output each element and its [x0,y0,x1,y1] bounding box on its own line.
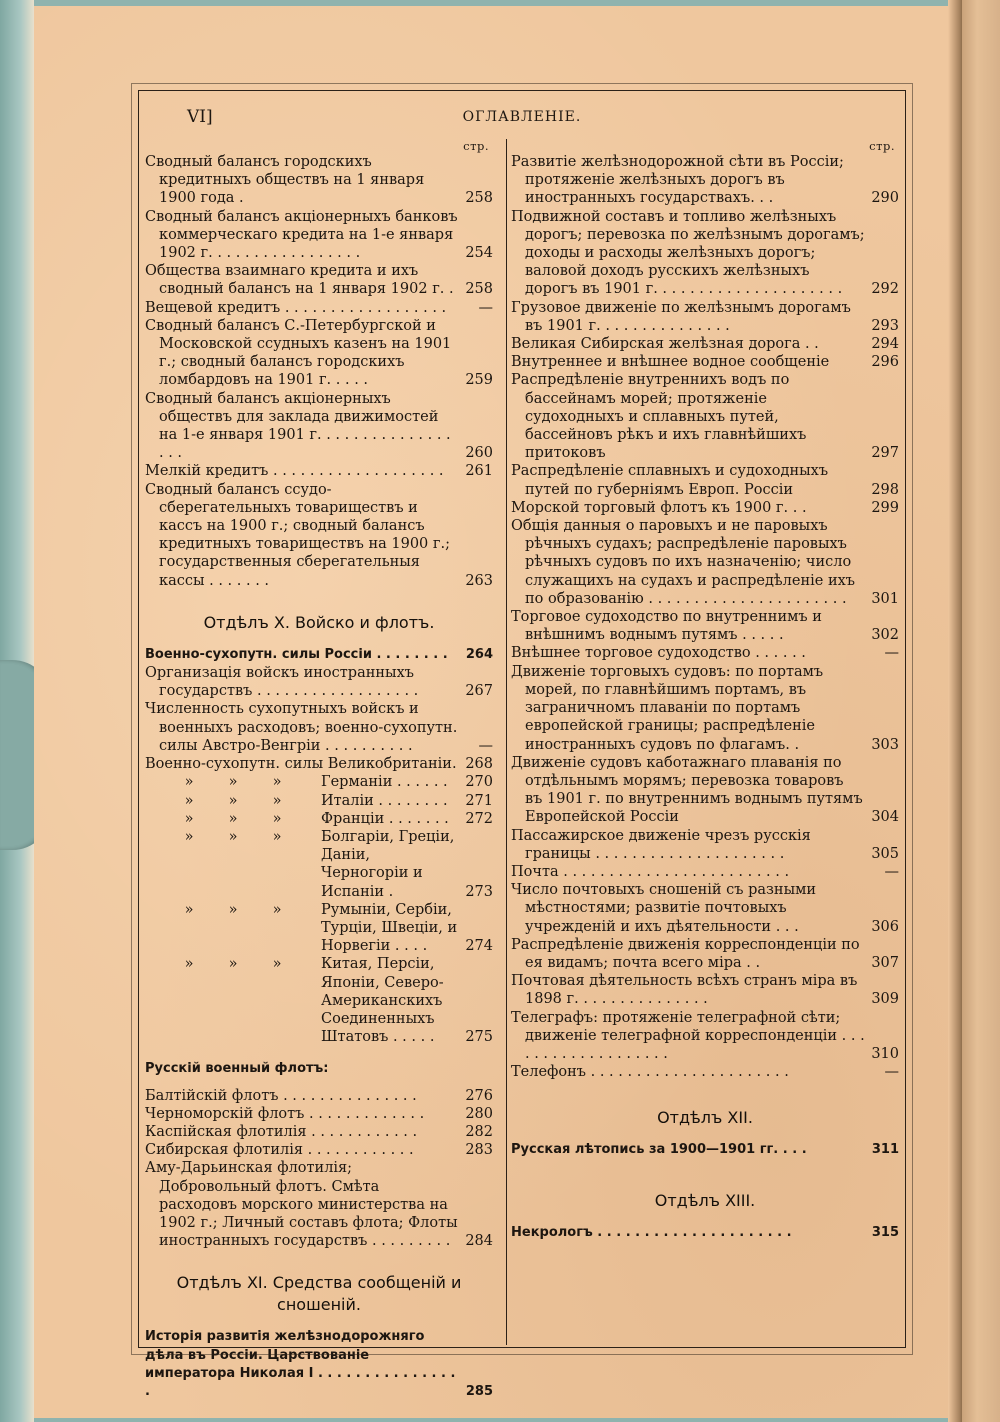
toc-entry[interactable] [145,901,493,956]
entry-page: 294 [871,336,899,353]
page-column-header: стр. [869,139,895,153]
toc-entry[interactable] [511,335,899,353]
entry-page: 259 [465,372,493,389]
toc-entry[interactable] [145,792,493,810]
toc-entry[interactable] [511,208,899,299]
entry-text: Движеніе судовъ каботажнаго плаванія по отдѣльнымъ морямъ; перевозка товаровъ въ 1901 г. по внутреннимъ воднымъ путямъ Европейской Россіи [511,754,863,826]
entry-text: Сводный балансъ акціонерныхъ банковъ коммерческаго кредита на 1-е января 1902 г. . . . . . . . . . . . . . . . . [145,208,458,262]
toc-entry[interactable] [145,828,493,901]
entry-text: Внѣшнее торговое судоходство . . . . . . [511,645,806,662]
entry-page: — [478,737,493,754]
ditto-marks [167,955,299,973]
entry-page: — [884,645,899,662]
toc-entry[interactable] [145,1087,493,1105]
ditto-mark: » [228,810,238,827]
toc-entry[interactable] [145,755,493,773]
entry-text: Сибирская флотилія . . . . . . . . . . . . [145,1142,414,1159]
entry-text: Телеграфъ: протяженіе телеграфной сѣти; движеніе телеграфной корреспонденціи . . . . . . . . . . . . . . . . . . . [511,1009,865,1062]
toc-entry[interactable] [145,1328,493,1401]
entry-text: Китая, Персіи, Японіи, Северо-Американскихъ Соединенныхъ Штатовъ . . . . . [321,956,444,1046]
entry-text: Общества взаимнаго кредита и ихъ сводный балансъ на 1 января 1902 г. . [145,263,454,298]
entry-page: 315 [871,1224,899,1240]
entry-page: 290 [871,190,899,207]
toc-entry[interactable] [511,827,899,863]
toc-entry[interactable] [145,462,493,480]
column-divider [506,139,507,1345]
entry-text: Аму-Дарьинская флотилія; Добровольный флотъ. Смѣта расходовъ морского министерства на 1902 г.; Личный составъ флота; Флоты иностранныхъ государствъ . . . . . . . . . [145,1160,458,1250]
toc-entry[interactable] [145,1105,493,1123]
entry-page: 307 [871,954,899,971]
toc-entry[interactable] [145,262,493,298]
entry-text: Франціи . . . . . . . [321,810,449,827]
ditto-marks [167,828,299,846]
ditto-mark: » [228,792,238,809]
entry-list [145,153,493,590]
entry-page: 254 [465,245,493,262]
entry-page: — [884,863,899,880]
entry-page: 296 [871,354,899,371]
entry-text: Развитіе желѣзнодорожной сѣти въ Россіи; протяженіе желѣзныхъ дорогъ въ иностранныхъ государствахъ. . . [511,154,844,207]
toc-entry[interactable] [145,208,493,263]
ditto-marks [167,901,299,919]
ditto-marks [167,810,299,828]
entry-page: 303 [871,736,899,753]
entry-page: 272 [465,810,493,827]
entry-list [145,646,493,773]
toc-entry[interactable] [511,1141,899,1159]
ditto-mark: » [272,810,282,827]
toc-entry[interactable] [511,153,899,208]
section-heading-xiii: Отдѣлъ XIII. [654,1190,756,1210]
toc-entry[interactable] [145,1141,493,1159]
entry-page: 275 [465,1029,493,1046]
entry-page: 258 [465,190,493,207]
toc-entry[interactable] [511,1063,899,1081]
entry-text: Военно-сухопутн. силы Великобританіи. [145,756,457,773]
entry-text: Сводный балансъ С.-Петербургской и Московской ссудныхъ казенъ на 1901 г.; сводный балансъ городскихъ ломбардовъ на 1901 г. . . . . [145,317,452,389]
entry-page: — [884,1064,899,1081]
entry-text: Германіи . . . . . . [321,774,448,791]
section-heading-xi: Отдѣлъ XI. Средства сообщеній и сношеній. [176,1273,462,1315]
section-heading-xii: Отдѣлъ XII. [657,1108,753,1128]
toc-entry[interactable] [145,299,493,317]
entry-page: 285 [465,1383,493,1399]
toc-entry[interactable] [145,810,493,828]
entry-page: 280 [465,1105,493,1122]
entry-page: 301 [871,590,899,607]
entry-text: Болгаріи, Греціи, Даніи, Черногоріи и Испаніи . [321,828,455,900]
entry-page: 298 [871,481,899,498]
entry-text: Италіи . . . . . . . . [321,792,448,809]
entry-text: Организація войскъ иностранныхъ государствъ . . . . . . . . . . . . . . . . . . [145,665,419,700]
entry-page: 304 [871,809,899,826]
toc-entry[interactable] [511,972,899,1008]
entry-text: Румыніи, Сербіи, Турціи, Швеціи, и Норвегіи . . . . [321,901,458,955]
toc-entry[interactable] [511,608,899,644]
toc-entry[interactable] [145,481,493,590]
entry-text: Внутреннее и внѣшнее водное сообщеніе [511,354,830,371]
entry-text: Вещевой кредитъ . . . . . . . . . . . . . . . . . . [145,299,447,316]
ditto-mark: » [272,792,282,809]
entry-page: 282 [465,1123,493,1140]
entry-page: 271 [465,792,493,809]
toc-entry[interactable] [511,371,899,462]
entry-text: Великая Сибирская желѣзная дорога . . [511,336,819,353]
entry-list [511,153,899,1081]
toc-entry[interactable] [511,644,899,662]
entry-text: Распредѣленіе внутреннихъ водъ по бассейнамъ морей; протяженіе судоходныхъ и сплавныхъ путей, бассейновъ рѣкъ и ихъ главнѣйшихъ притоковъ [511,372,807,462]
entry-page: — [478,299,493,316]
ditto-mark: » [228,774,238,791]
entry-text: Почта . . . . . . . . . . . . . . . . . . . . . . . . . [511,863,790,880]
toc-entry[interactable] [511,754,899,827]
section-heading-x: Отдѣлъ X. Войско и флотъ. [203,612,435,632]
ditto-mark: » [184,956,194,973]
toc-entry[interactable] [145,1123,493,1141]
entry-page: 297 [871,445,899,462]
toc-entry[interactable] [145,153,493,208]
page-title: ОГЛАВЛЕНІЕ. [462,109,582,125]
entry-text: Общія данныя о паровыхъ и не паровыхъ рѣчныхъ судахъ; распредѣленіе паровыхъ рѣчныхъ судовъ по ихъ назначенію; число служащихъ на судахъ и распредѣленіе ихъ по образованію . . . . . . . . . . . . . . . . . . . . . . [511,518,856,607]
entry-text: Численность сухопутныхъ войскъ и военныхъ расходовъ; военно-сухопутн. силы Австро-Венгріи . . . . . . . . . . [145,701,458,754]
entry-page: 302 [871,627,899,644]
page-column-header: стр. [463,139,489,153]
ditto-mark: » [228,901,238,918]
entry-page: 264 [465,646,493,662]
entry-text: Распредѣленіе сплавныхъ и судоходныхъ путей по губерніямъ Европ. Россіи [511,463,829,498]
facing-page-edge [962,0,1000,1422]
toc-entry[interactable] [511,517,899,608]
ditto-mark: » [184,810,194,827]
entry-page: 267 [465,683,493,700]
toc-entry[interactable] [511,881,899,936]
entry-page: 309 [871,991,899,1008]
ditto-mark: » [184,828,194,845]
entry-page: 311 [871,1142,899,1158]
page-number: VI] [187,107,213,127]
entry-page: 268 [465,756,493,773]
entry-text: Мелкій кредитъ . . . . . . . . . . . . . . . . . . . [145,463,444,480]
entry-page: 261 [465,463,493,480]
entry-text: Сводный балансъ акціонерныхъ обществъ для заклада движимостей на 1-е января 1901 г. . . . . . . . . . . . . . . . . . [145,390,451,462]
toc-entry[interactable] [145,317,493,390]
entry-page: 274 [465,938,493,955]
ditto-mark: » [228,956,238,973]
toc-entry[interactable] [511,1224,899,1242]
ditto-mark: » [272,901,282,918]
ditto-entry-list [145,773,493,1046]
entry-page: 270 [465,774,493,791]
toc-entry[interactable] [511,1009,899,1064]
ditto-mark: » [184,792,194,809]
fleet-subheading: Русскій военный флотъ: [145,1061,329,1077]
entry-text: Распредѣленіе движенія корреспонденціи по ея видамъ; почта всего міра . . [511,936,860,971]
ditto-mark: » [184,901,194,918]
entry-text: Морской торговый флотъ къ 1900 г. . . [511,499,807,516]
entry-page: 299 [871,499,899,516]
ditto-mark: » [272,774,282,791]
left-column [145,137,493,1401]
toc-entry[interactable] [145,1159,493,1250]
entry-text: Пассажирское движеніе чрезъ русскія границы . . . . . . . . . . . . . . . . . . . . . [511,827,811,862]
ditto-mark: » [272,828,282,845]
content-frame [138,90,906,1399]
entry-text: Грузовое движеніе по желѣзнымъ дорогамъ въ 1901 г. . . . . . . . . . . . . . . [511,299,851,334]
ditto-mark: » [228,828,238,845]
entry-page: 284 [465,1233,493,1250]
ditto-mark: » [272,956,282,973]
entry-text: Торговое судоходство по внутреннимъ и внѣшнимъ воднымъ путямъ . . . . . [511,609,822,644]
entry-page: 306 [871,918,899,935]
entry-text: Число почтовыхъ сношеній съ разными мѣстностями; развитіе почтовыхъ учрежденій и ихъ дѣятельности . . . [511,882,817,935]
entry-text: Черноморскій флотъ . . . . . . . . . . . . . [145,1105,425,1122]
ditto-mark: » [184,774,194,791]
ditto-marks [167,792,299,810]
entry-text: Подвижной составъ и топливо желѣзныхъ дорогъ; перевозка по желѣзнымъ дорогамъ; доходы и расходы желѣзныхъ дорогъ; валовой доходъ русскихъ желѣзныхъ дорогъ въ 1901 г. . . . . . . . . . . . . . . . . . . . . [511,208,865,298]
page-header [139,105,905,135]
entry-page: 258 [465,281,493,298]
entry-text: Движеніе торговыхъ судовъ: по портамъ морей, по главнѣйшимъ портамъ, въ заграничномъ плаваніи по портамъ европейской границы; распредѣленіе иностранныхъ судовъ по флагамъ. . [511,663,824,753]
entry-page: 273 [465,883,493,900]
entry-text: Исторія развитія желѣзнодорожняго дѣла въ Россіи. Царствованіе императора Николая I . . . . . . . . . . . . . . . . [145,1329,456,1399]
entry-page: 263 [465,572,493,589]
entry-text: Сводный балансъ ссудо-сберегательныхъ товариществъ и кассъ на 1900 г.; сводный балансъ кредитныхъ товариществъ на 1900 г.; государственныя сберегательныя кассы . . . . . . . [145,481,450,589]
toc-entry[interactable] [511,936,899,972]
entry-text: Некрологъ . . . . . . . . . . . . . . . . . . . . . [511,1224,792,1240]
ditto-marks [167,773,299,791]
toc-entry[interactable] [511,863,899,881]
toc-entry[interactable] [145,955,493,1046]
right-column [511,137,899,1242]
entry-text: Телефонъ . . . . . . . . . . . . . . . . . . . . . . [511,1064,789,1081]
toc-entry[interactable] [511,299,899,335]
toc-entry[interactable] [145,390,493,463]
toc-entry[interactable] [145,646,493,664]
entry-page: 305 [871,845,899,862]
entry-text: Каспійская флотилія . . . . . . . . . . . . [145,1123,418,1140]
toc-entry[interactable] [145,773,493,791]
entry-page: 283 [465,1142,493,1159]
toc-entry[interactable] [145,700,493,755]
entry-list [145,1328,493,1401]
entry-text: Сводный балансъ городскихъ кредитныхъ обществъ на 1 января 1900 года . [145,154,425,207]
entry-list [145,1087,493,1251]
entry-text: Почтовая дѣятельность всѣхъ странъ міра въ 1898 г. . . . . . . . . . . . . . . [511,973,858,1008]
book-page [34,6,962,1418]
entry-page: 276 [465,1087,493,1104]
entry-text: Балтійскій флотъ . . . . . . . . . . . . . . . [145,1087,417,1104]
toc-entry[interactable] [511,663,899,754]
entry-text: Русская лѣтопись за 1900—1901 гг. . . . [511,1142,807,1158]
toc-entry[interactable] [511,499,899,517]
entry-page: 260 [465,445,493,462]
toc-entry[interactable] [511,353,899,371]
toc-entry[interactable] [511,462,899,498]
entry-text: Военно-сухопутн. силы Россіи . . . . . . . . [145,646,448,662]
toc-entry[interactable] [145,664,493,700]
entry-page: 292 [871,281,899,298]
entry-page: 293 [871,317,899,334]
entry-page: 310 [871,1045,899,1062]
